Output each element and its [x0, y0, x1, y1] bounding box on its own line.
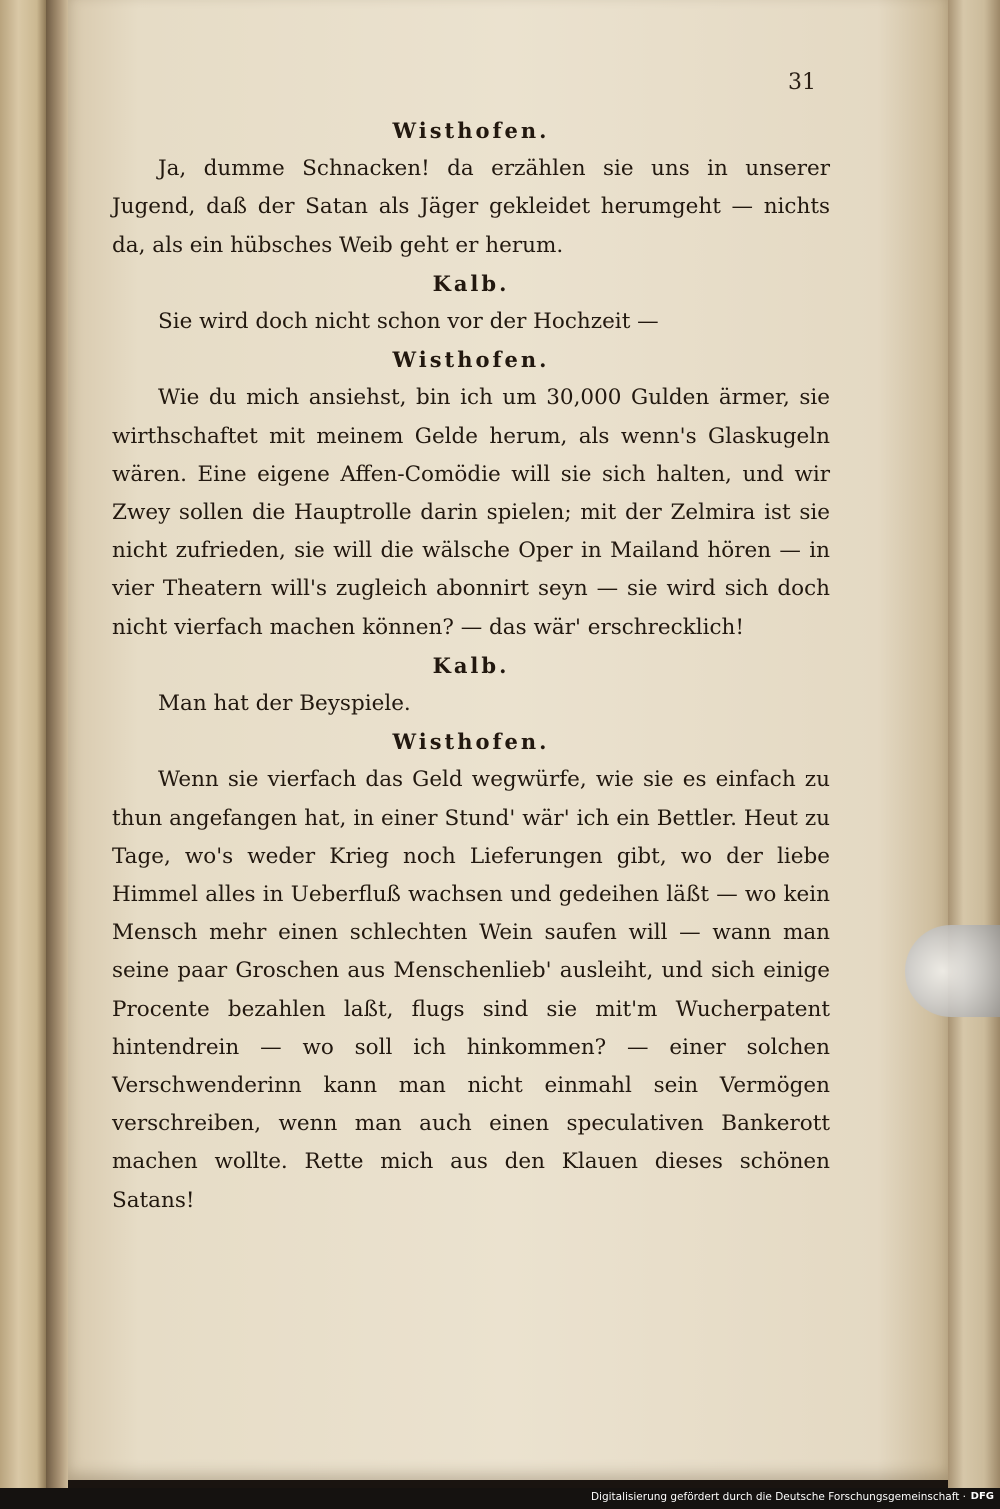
digitization-credit: Digitalisierung gefördert durch die Deutsche Forschungsgemeinschaft ·	[590, 1491, 966, 1503]
dialogue-paragraph: Wenn sie vierfach das Geld wegwürfe, wie sie es einfach zu thun angefangen hat, in einer Stund' wär' ich ein Bettler. Heut zu Tage, wo's weder Krieg noch Lieferungen gibt, wo der liebe Himmel alles in Ueberfluß wachsen und gedeihen läßt — wo kein Mensch mehr einen schlechten Wein saufen will — wann man seine paar Groschen aus Menschenlieb' ausleiht, und sich einige Procente bezahlen laßt, flugs sind sie mit'm Wucherpatent hintendrein — wo soll ich hinkommen? — einer solchen Verschwenderinn kann man nicht einmahl sein Vermögen verschreiben, wenn man auch einen speculativen Bankerott machen wollte. Rette mich aus den Klauen dieses schönen Satans!	[112, 767, 830, 1213]
facing-page-edge	[0, 0, 46, 1509]
dialogue-paragraph: Sie wird doch nicht schon vor der Hochzeit —	[158, 309, 659, 335]
dialogue-paragraph: Wie du mich ansiehst, bin ich um 30,000 Gulden ärmer, sie wirthschaftet mit meinem Gelde herum, als wenn's Glaskugeln wären. Eine eigene Affen-Comödie will sie sich halten, und wir Zwey sollen die Hauptrolle darin spielen; mit der Zelmira ist sie nicht zufrieden, sie will die wälsche Oper in Mailand hören — in vier Theatern will's zugleich abonnirt seyn — sie wird sich doch nicht vierfach machen können? — das wär' erschrecklich!	[112, 385, 830, 640]
book-gutter	[46, 0, 68, 1509]
speaker-heading: Kalb.	[432, 270, 510, 296]
page-text	[112, 112, 830, 1220]
dfg-logo: DFG	[970, 1491, 994, 1502]
page-number: 31	[788, 70, 816, 95]
speaker-heading: Wisthofen.	[392, 729, 550, 755]
page-fore-edge	[948, 0, 1000, 1490]
speaker-heading: Kalb.	[432, 652, 510, 678]
page-holder-clip	[905, 925, 1000, 1017]
dialogue-paragraph: Ja, dumme Schnacken! da erzählen sie uns in unserer Jugend, daß der Satan als Jäger gekleidet herumgeht — nichts da, als ein hübsches Weib geht er herum.	[112, 156, 830, 258]
speaker-heading: Wisthofen.	[392, 347, 550, 373]
speaker-heading: Wisthofen.	[392, 118, 550, 143]
dialogue-paragraph: Man hat der Beyspiele.	[158, 691, 411, 717]
